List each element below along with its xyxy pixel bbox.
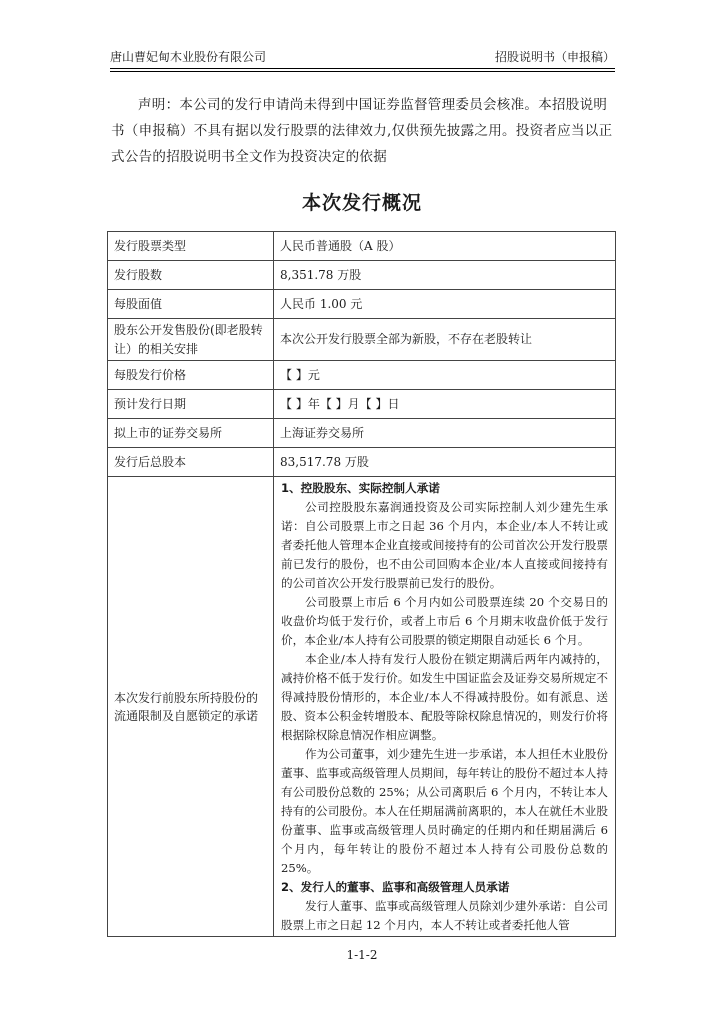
commitment-paragraph: 作为公司董事，刘少建先生进一步承诺，本人担任木业股份董事、监事或高级管理人员期间，每年转让的股份不超过本人持有公司股份总数的 25%；从公司离职后 6 个月内，不转让本人持有的公司股份。本人在任期届满前离职的，本人在就任木业股份董事、监事或高级管理人员时确定的任期内和任期届满后 6 个月内，每年转让的股份不超过本人持有公司股份总数的 25%。	[281, 747, 608, 875]
table-row	[108, 477, 616, 937]
page-header	[110, 44, 615, 69]
row-label: 股东公开发售股份(即老股转让）的相关安排	[108, 319, 274, 361]
row-label: 本次发行前股东所持股份的流通限制及自愿锁定的承诺	[108, 477, 274, 937]
row-label: 发行股票类型	[108, 232, 274, 261]
row-label: 拟上市的证券交易所	[108, 419, 274, 448]
header-document-type: 招股说明书（申报稿）	[494, 50, 615, 64]
commitment-paragraph: 公司股票上市后 6 个月内如公司股票连续 20 个交易日的收盘价均低于发行价，或者上市后 6 个月期末收盘价低于发行价，本企业/本人持有公司股票的锁定期限自动延长 6 个月。	[281, 595, 608, 647]
row-value: 上海证券交易所	[274, 419, 616, 448]
commitment-paragraph: 发行人董事、监事或高级管理人员除刘少建外承诺：自公司股票上市之日起 12 个月内，本人不转让或者委托他人管	[281, 899, 608, 932]
row-label: 发行股数	[108, 261, 274, 290]
table-row	[108, 448, 616, 477]
commitment-section-heading: 2、发行人的董事、监事和高级管理人员承诺	[281, 880, 510, 894]
commitment-paragraph: 本企业/本人持有发行人股份在锁定期满后两年内减持的，减持价格不低于发行价。如发生中国证监会及证券交易所规定不得减持股份情形的，本企业/本人不得减持股份。如有派息、送股、资本公积金转增股本、配股等除权除息情况的，则发行价将根据除权除息情况作相应调整。	[281, 652, 608, 742]
table-row	[108, 261, 616, 290]
row-label: 发行后总股本	[108, 448, 274, 477]
row-value: 人民币普通股（A 股）	[274, 232, 616, 261]
row-value: 人民币 1.00 元	[274, 290, 616, 319]
row-value: 【 】年【 】月【 】日	[274, 390, 616, 419]
table-row	[108, 390, 616, 419]
section-title: 本次发行概况	[301, 192, 422, 214]
issuance-overview-table	[107, 231, 616, 937]
row-value: 8,351.78 万股	[274, 261, 616, 290]
row-value: 本次公开发行股票全部为新股，不存在老股转让	[274, 319, 616, 361]
row-value: 【 】元	[274, 361, 616, 390]
row-label: 每股面值	[108, 290, 274, 319]
header-company-name: 唐山曹妃甸木业股份有限公司	[110, 50, 267, 64]
table-row	[108, 419, 616, 448]
table-row	[108, 232, 616, 261]
row-label: 每股发行价格	[108, 361, 274, 390]
table-row	[108, 361, 616, 390]
commitment-paragraph: 公司控股股东嘉润通投资及公司实际控制人刘少建先生承诺：自公司股票上市之日起 36 个月内，本企业/本人不转让或者委托他人管理本企业直接或间接持有的公司首次公开发行股票前已发行的股份，也不由公司回购本企业/本人直接或间接持有的公司首次公开发行股票前已发行的股份。	[281, 500, 608, 590]
table-row	[108, 290, 616, 319]
commitment-section-heading: 1、控股股东、实际控制人承诺	[281, 481, 440, 495]
row-value: 83,517.78 万股	[274, 448, 616, 477]
row-label: 预计发行日期	[108, 390, 274, 419]
table-row	[108, 319, 616, 361]
commitment-content	[274, 477, 616, 937]
page-number: 1-1-2	[346, 948, 378, 962]
disclaimer-statement: 声明：本公司的发行申请尚未得到中国证券监督管理委员会核准。本招股说明书（申报稿）不具有据以发行股票的法律效力,仅供预先披露之用。投资者应当以正式公告的招股说明书全文作为投资决定的依据	[111, 97, 613, 165]
